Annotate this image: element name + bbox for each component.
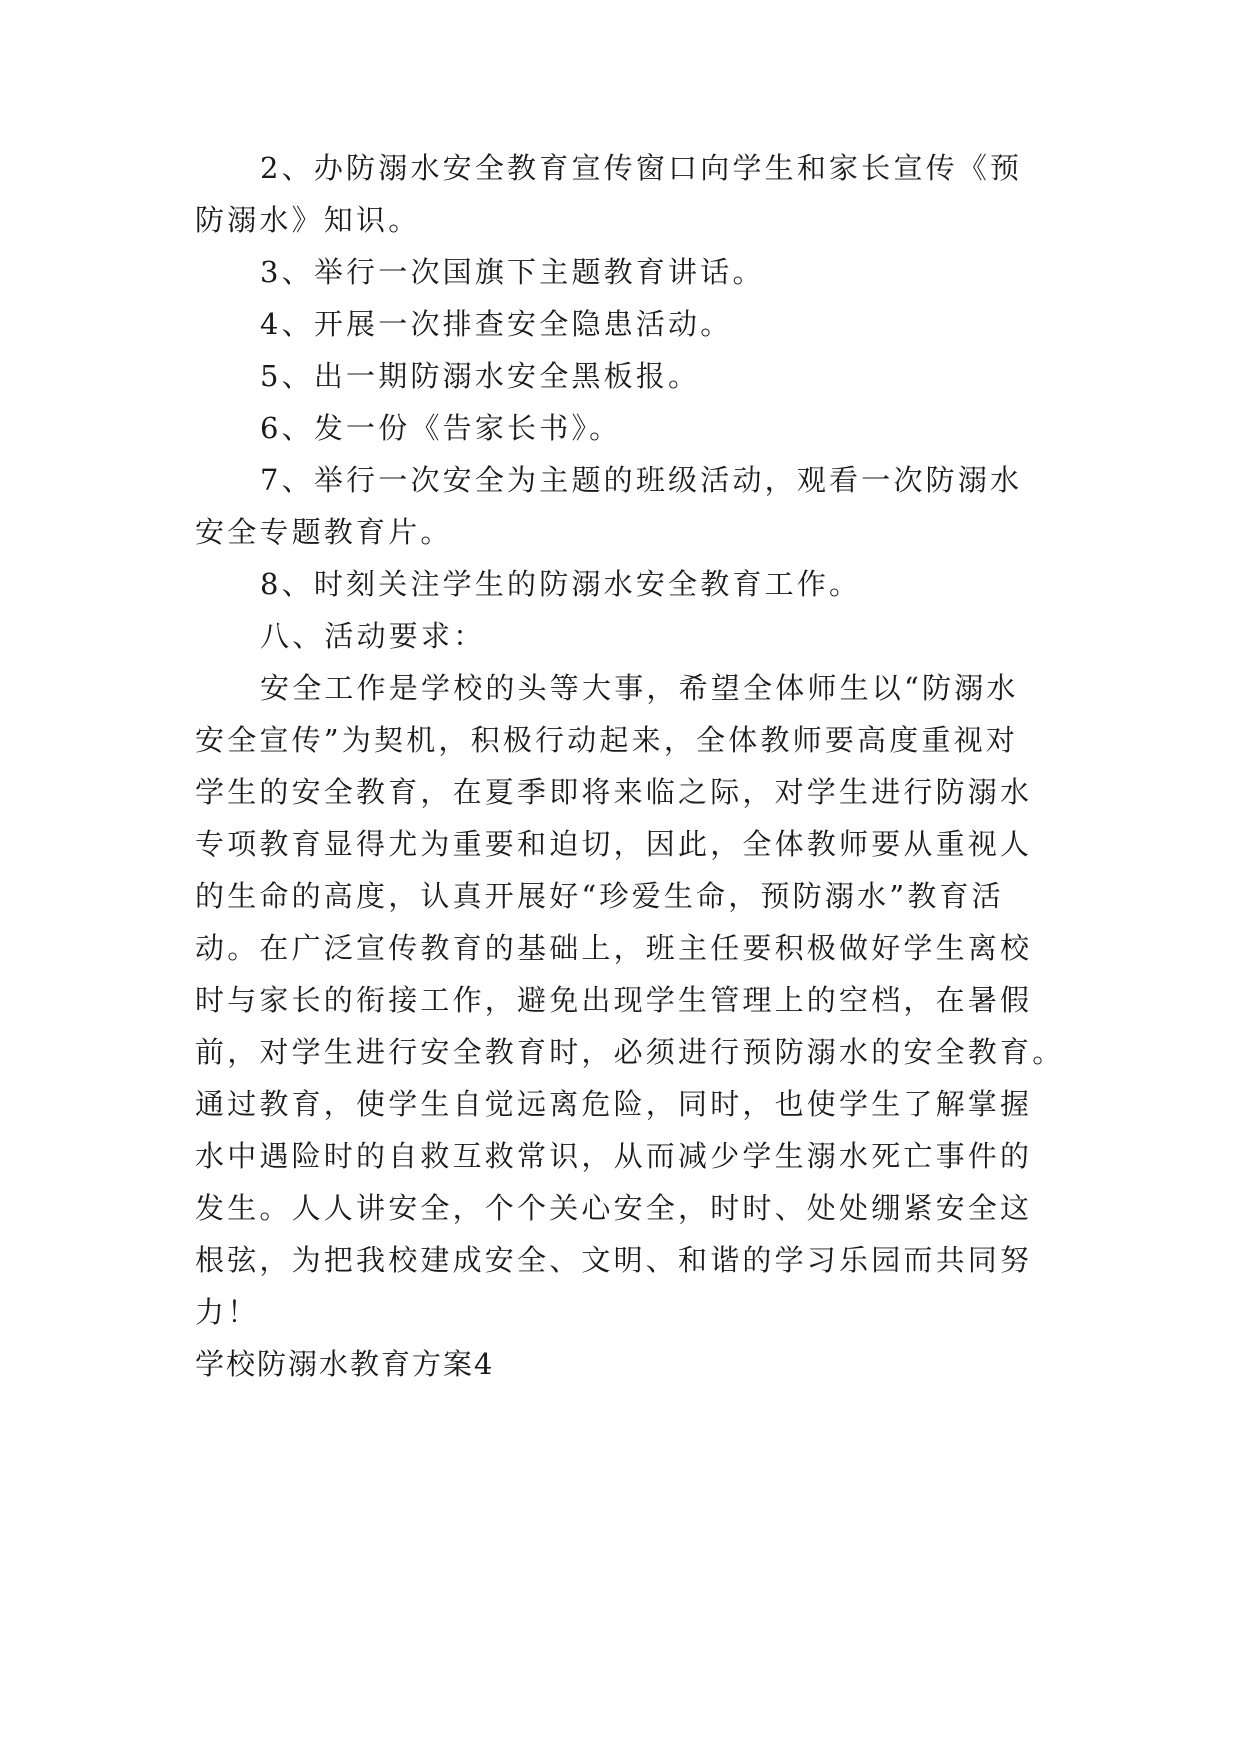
paragraph-line: 时与家长的衔接工作，避免出现学生管理上的空档，在暑假: [195, 983, 1033, 1017]
list-item-7-line-2: 安全专题教育片。: [195, 515, 453, 549]
paragraph-line: 安全工作是学校的头等大事，希望全体师生以“防溺水: [260, 671, 1019, 705]
paragraph-line: 根弦，为把我校建成安全、文明、和谐的学习乐园而共同努: [195, 1243, 1033, 1277]
section-heading: 八、活动要求：: [260, 619, 486, 653]
paragraph-line: 学生的安全教育，在夏季即将来临之际，对学生进行防溺水: [195, 775, 1033, 809]
list-item-3: 3、举行一次国旗下主题教育讲话。: [260, 255, 765, 289]
paragraph-line: 发生。人人讲安全，个个关心安全，时时、处处绷紧安全这: [195, 1191, 1033, 1225]
paragraph-line: 前，对学生进行安全教育时，必须进行预防溺水的安全教育。: [195, 1035, 1065, 1069]
paragraph-line: 安全宣传”为契机，积极行动起来，全体教师要高度重视对: [195, 723, 1019, 757]
paragraph-line: 动。在广泛宣传教育的基础上，班主任要积极做好学生离校: [195, 931, 1033, 965]
list-item-6: 6、发一份《告家长书》。: [260, 411, 622, 445]
list-item-7-line-1: 7、举行一次安全为主题的班级活动，观看一次防溺水: [260, 463, 1023, 497]
list-item-4: 4、开展一次排查安全隐患活动。: [260, 307, 733, 341]
list-item-2-line-1: 2、办防溺水安全教育宣传窗口向学生和家长宣传《预: [260, 151, 1023, 185]
paragraph-line: 力！: [195, 1295, 260, 1329]
list-item-8: 8、时刻关注学生的防溺水安全教育工作。: [260, 567, 862, 601]
paragraph-line: 专项教育显得尤为重要和迫切，因此，全体教师要从重视人: [195, 827, 1033, 861]
paragraph-line: 通过教育，使学生自觉远离危险，同时，也使学生了解掌握: [195, 1087, 1033, 1121]
paragraph-line: 的生命的高度，认真开展好“珍爱生命，预防溺水”教育活: [195, 879, 1004, 913]
list-item-2-line-2: 防溺水》知识。: [195, 203, 421, 237]
next-section-title: 学校防溺水教育方案4: [195, 1347, 495, 1381]
paragraph-line: 水中遇险时的自救互救常识，从而减少学生溺水死亡事件的: [195, 1139, 1033, 1173]
list-item-5: 5、出一期防溺水安全黑板报。: [260, 359, 701, 393]
